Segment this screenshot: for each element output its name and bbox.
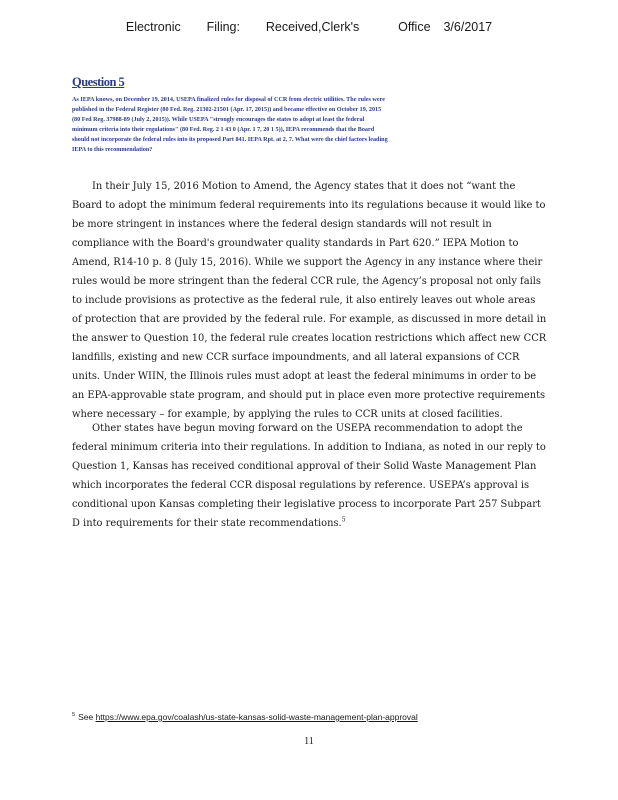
question-heading: Question 5 — [72, 75, 125, 89]
filing-header: Electronic Filing: Received,Clerk's Office 3/6/2017 — [125, 20, 493, 34]
answer-paragraph-2 — [72, 419, 547, 533]
question-text: As IEPA knows, on December 19, 2014, USEPA finalized rules for disposal of CCR from electric utilities. The rules were published in the Federal Register (80 Fed. Reg. 21302-21501 (Apr. 17, 2015)) and became effective on October 19, 2015 (80 Fed Reg. 37988-89 (July 2, 2015)). While USEPA "strongly encourages the states to adopt at least the federal minimum criteria into their regulations" (80 Fed. Reg. 2 1 43 0 (Apr. 1 7, 20 1 5)), IEPA recommends that the Board should not incorporate the federal rules into its proposed Part 841. IEPA Rpt. at 2, 7. What were the chief factors leading IEPA to this recommendation? — [72, 96, 388, 153]
footnote — [72, 712, 552, 722]
answer-paragraph-1-text: In their July 15, 2016 Motion to Amend, the Agency states that it does not “want the Board to adopt the minimum federal requirements into its regulations because it would like to be more stringent in instances where the federal design standards will not result in compliance with the Board's groundwater quality standards in Part 620.” IEPA Motion to Amend, R14-10 p. 8 (July 15, 2016). While we support the Agency in any instance where their rules would be more stringent than the federal CCR rule, the Agency’s proposal not only fails to include provisions as protective as the federal rule, it also entirely leaves out whole areas of protection that are provided by the federal rule. For example, as discussed in more detail in the answer to Question 10, the federal rule creates location restrictions which affect new CCR landfills, existing and new CCR surface impoundments, and all lateral expansions of CCR units. Under WIIN, the Illinois rules must adopt at least the federal minimums in order to be an EPA-approvable state program, and should put in place even more protective requirements where necessary – for example, by applying the rules to CCR units at closed facilities. — [72, 181, 547, 420]
page-number: 11 — [304, 736, 314, 747]
footnote-prefix: See — [78, 712, 94, 722]
footnote-reference[interactable]: 5 — [341, 516, 346, 524]
footnote-link[interactable]: https://www.epa.gov/coalash/us-state-kansas-solid-waste-management-plan-approval — [95, 712, 418, 722]
footnote-number: 5 — [72, 712, 76, 719]
answer-paragraph-2-text: Other states have begun moving forward on the USEPA recommendation to adopt the federal minimum criteria into their regulations. In addition to Indiana, as noted in our reply to Question 1, Kansas has received conditional approval of their Solid Waste Management Plan which incorporates the federal CCR disposal regulations by reference. USEPA’s approval is conditional upon Kansas completing their legislative process to incorporate Part 257 Subpart D into requirements for their state recommendations. — [72, 423, 546, 529]
answer-paragraph-1 — [72, 177, 547, 424]
